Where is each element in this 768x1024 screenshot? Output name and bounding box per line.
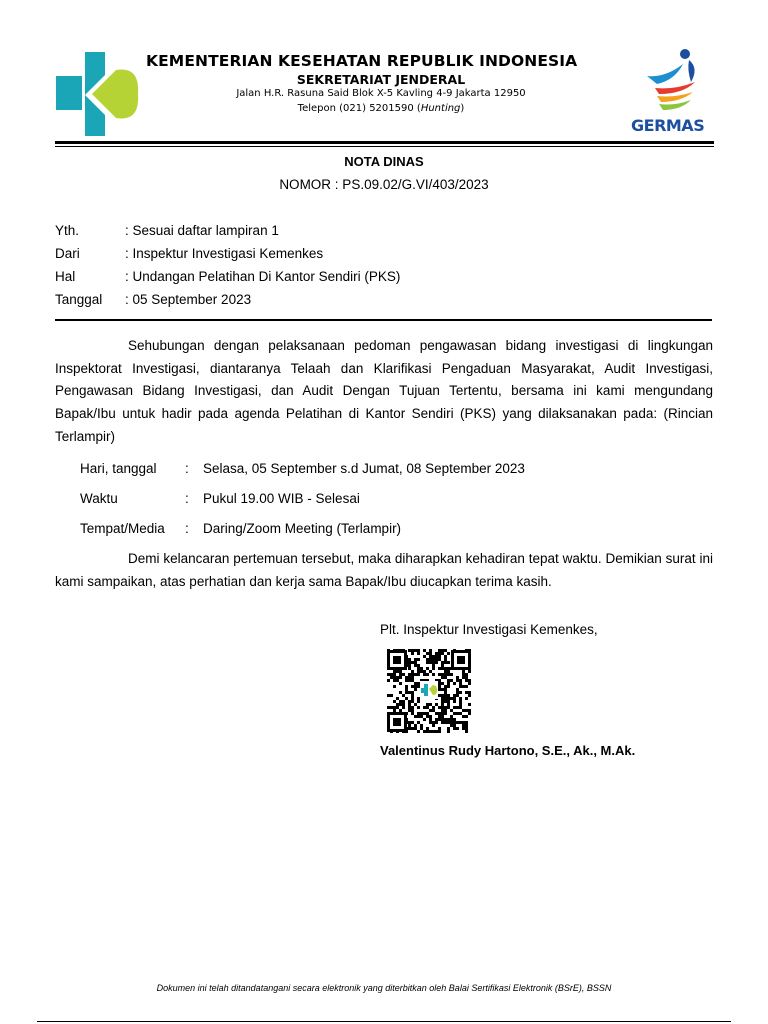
memo-number: NOMOR : PS.09.02/G.VI/403/2023 [279,177,489,192]
meta-row-dari: Dari : Inspektur Investigasi Kemenkes [55,246,324,261]
meta-row-yth: Yth. : Sesuai daftar lampiran 1 [55,223,279,238]
ministry-phone: Telepon (021) 5201590 (Hunting) [297,103,465,114]
meta-divider [55,319,712,321]
meta-row-tanggal: Tanggal : 05 September 2023 [55,292,252,307]
footer-note: Dokumen ini telah ditandatangani secara elektronik yang diterbitkan oleh Balai Sertifikasi Elektronik (BSrE), BSSN [156,983,612,993]
letterhead-divider-thin [55,146,714,147]
qr-code-icon [386,649,472,733]
ministry-address: Jalan H.R. Rasuna Said Blok X-5 Kavling 4-9 Jakarta 12950 [236,88,526,99]
detail-row-time: Waktu : Pukul 19.00 WIB - Selesai [80,491,360,506]
ministry-name: KEMENTERIAN KESEHATAN REPUBLIK INDONESIA [146,52,578,70]
signatory-name: Valentinus Rudy Hartono, S.E., Ak., M.Ak. [380,743,636,758]
letterhead-divider [55,141,714,144]
body-paragraph-2: Demi kelancaran pertemuan tersebut, maka diharapkan kehadiran tepat waktu. Demikian surat ini kami sampaikan, atas perhatian dan kerja sama Bapak/Ibu diucapkan terima kasih. [55,551,713,589]
detail-row-venue: Tempat/Media : Daring/Zoom Meeting (Terlampir) [80,521,402,536]
footer-divider [37,1021,731,1022]
body-paragraph-1: Sehubungan dengan pelaksanaan pedoman pengawasan bidang investigasi di lingkungan Inspektorat Investigasi, diantaranya Telaah dan Klarifikasi Pengaduan Masyarakat, Audit Investigasi, Pengawasan Bidang Investigasi, dan Audit Dengan Tujuan Tertentu, bersama ini kami mengundang Bapak/Ibu untuk hadir pada agenda Pelatihan di Kantor Sendiri (PKS) yang dilaksanakan pada: (Rincian Terlampir) [55,338,713,444]
germas-label: GERMAS [631,116,705,135]
unit-name: SEKRETARIAT JENDERAL [296,72,466,87]
kemenkes-logo [54,50,140,138]
germas-logo-icon [645,48,705,118]
meta-row-hal: Hal : Undangan Pelatihan Di Kantor Sendiri (PKS) [55,269,401,284]
signatory-title: Plt. Inspektur Investigasi Kemenkes, [380,622,598,637]
memo-title: NOTA DINAS [344,154,424,169]
detail-row-date: Hari, tanggal : Selasa, 05 September s.d Jumat, 08 September 2023 [80,461,525,476]
